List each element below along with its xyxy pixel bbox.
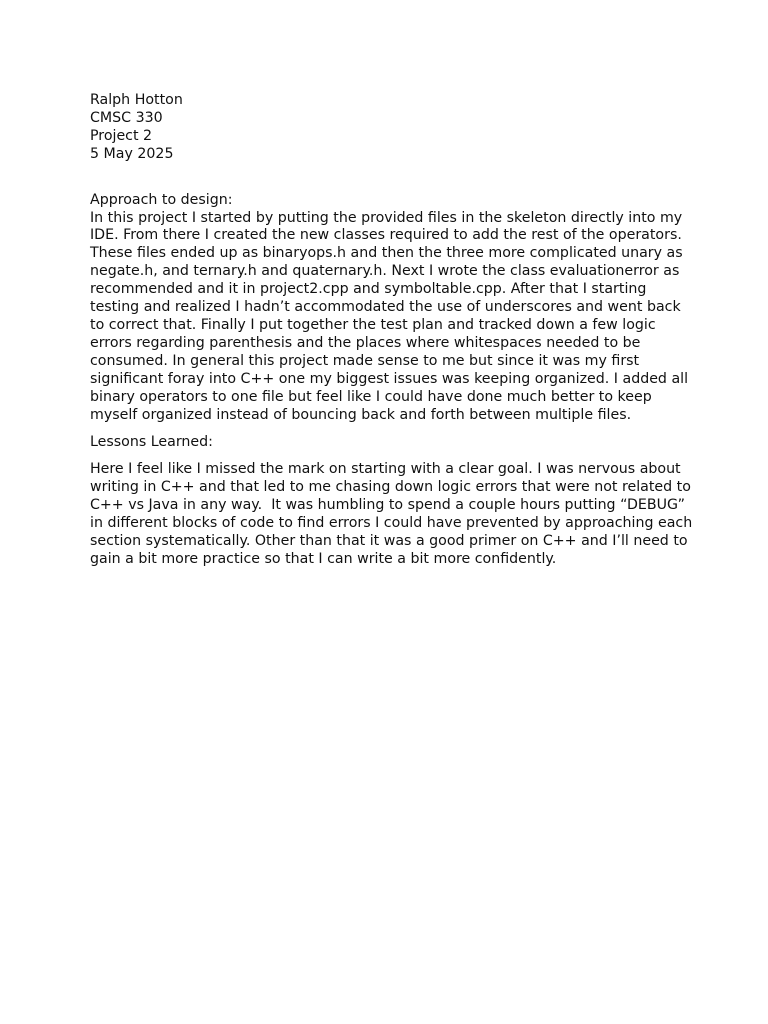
paragraph-line: negate.h, and ternary.h and quaternary.h. Next I wrote the class evaluationerror as [90, 263, 680, 280]
paragraph-line: writing in C++ and that led to me chasing down logic errors that were not related to [90, 479, 691, 496]
author-name: Ralph Hotton [90, 92, 183, 108]
paragraph-line: in different blocks of code to find errors I could have prevented by approaching each [90, 515, 693, 532]
paragraph-line: In this project I started by putting the provided files in the skeleton directly into my [90, 209, 683, 226]
paragraph-line: testing and realized I hadn’t accommodated the use of underscores and went back [90, 299, 681, 316]
approach-section [90, 192, 690, 425]
paragraph-line: consumed. In general this project made sense to me but since it was my first [90, 352, 640, 369]
lessons-heading: Lessons Learned: [90, 434, 213, 451]
document-header [90, 92, 690, 164]
paragraph-line: C++ vs Java in any way. It was humbling to spend a couple hours putting “DEBUG” [90, 497, 686, 514]
document-date: 5 May 2025 [90, 145, 174, 162]
paragraph-line: errors regarding parenthesis and the places where whitespaces needed to be [90, 334, 641, 351]
paragraph-line: significant foray into C++ one my biggest issues was keeping organized. I added all [90, 370, 689, 387]
paragraph-line: Here I feel like I missed the mark on starting with a clear goal. I was nervous about [90, 461, 681, 478]
spacer [90, 452, 690, 461]
paragraph-line: recommended and it in project2.cpp and symboltable.cpp. After that I starting [90, 281, 647, 298]
paragraph-line: IDE. From there I created the new classes required to add the rest of the operators. [90, 227, 682, 244]
lessons-paragraph [90, 461, 693, 568]
spacer [90, 164, 690, 192]
paragraph-line: section systematically. Other than that it was a good primer on C++ and I’ll need to [90, 532, 688, 549]
paragraph-line: myself organized instead of bouncing back and forth between multiple files. [90, 406, 632, 423]
course-code: CMSC 330 [90, 109, 163, 126]
paragraph-line: binary operators to one file but feel like I could have done much better to keep [90, 388, 652, 405]
approach-paragraph [90, 210, 690, 425]
approach-heading: Approach to design: [90, 191, 233, 208]
document-body [90, 92, 693, 569]
spacer [90, 424, 690, 434]
paragraph-line: gain a bit more practice so that I can write a bit more confidently. [90, 550, 557, 567]
paragraph-line: to correct that. Finally I put together the test plan and tracked down a few logic [90, 316, 656, 333]
paragraph-line: These files ended up as binaryops.h and then the three more complicated unary as [90, 245, 683, 262]
project-title: Project 2 [90, 127, 153, 144]
lessons-section [90, 434, 693, 568]
